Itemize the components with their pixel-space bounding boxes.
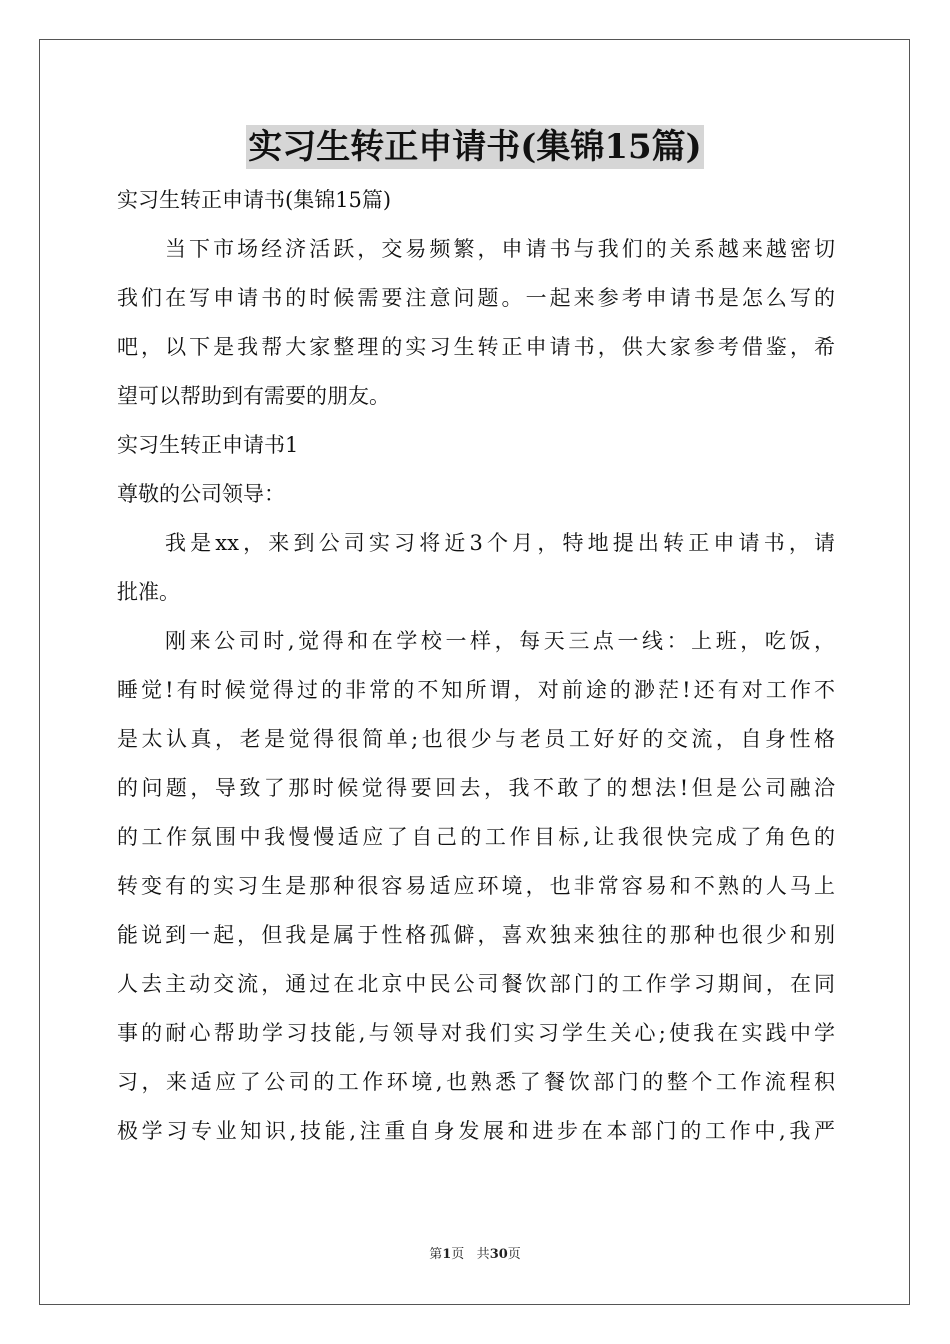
text-line: 的工作氛围中我慢慢适应了自己的工作目标,让我很快完成了角色的 <box>117 825 835 849</box>
text-line: 我是xx，来到公司实习将近3个月，特地提出转正申请书，请 <box>165 531 835 555</box>
text-line: 极学习专业知识,技能,注重自身发展和进步在本部门的工作中,我严 <box>117 1119 835 1143</box>
text-line: 习，来适应了公司的工作环境,也熟悉了餐饮部门的整个工作流程积 <box>117 1070 835 1094</box>
text-line: 人去主动交流，通过在北京中民公司餐饮部门的工作学习期间，在同 <box>117 972 835 996</box>
text-line: 尊敬的公司领导： <box>117 482 285 506</box>
text-line: 批准。 <box>117 580 180 604</box>
total-label-prefix: 共 <box>476 1247 490 1262</box>
text-line: 望可以帮助到有需要的朋友。 <box>117 384 390 408</box>
text-line: 事的耐心帮助学习技能,与领导对我们实习学生关心;使我在实践中学 <box>117 1021 835 1045</box>
current-page-number: 1 <box>442 1247 452 1262</box>
total-label-suffix: 页 <box>507 1247 521 1262</box>
text-line: 的问题，导致了那时候觉得要回去，我不敢了的想法!但是公司融洽 <box>117 776 835 800</box>
text-line: 吧，以下是我帮大家整理的实习生转正申请书，供大家参考借鉴，希 <box>117 335 835 359</box>
text-line: 转变有的实习生是那种很容易适应环境，也非常容易和不熟的人马上 <box>117 874 835 898</box>
title-container <box>0 125 950 169</box>
text-line: 睡觉!有时候觉得过的非常的不知所谓，对前途的渺茫!还有对工作不 <box>117 678 835 702</box>
text-line: 能说到一起，但我是属于性格孤僻，喜欢独来独往的那种也很少和别 <box>117 923 835 947</box>
page-footer <box>0 1245 950 1265</box>
page-label-suffix: 页 <box>451 1247 465 1262</box>
text-line: 是太认真，老是觉得很简单;也很少与老员工好好的交流，自身性格 <box>117 727 835 751</box>
text-line: 刚来公司时,觉得和在学校一样，每天三点一线：上班，吃饭， <box>165 629 835 653</box>
text-line: 实习生转正申请书1 <box>117 433 299 457</box>
document-title: 实习生转正申请书(集锦15篇) <box>248 127 702 167</box>
text-line: 当下市场经济活跃，交易频繁，申请书与我们的关系越来越密切 <box>165 237 835 261</box>
total-pages-number: 30 <box>489 1247 508 1262</box>
text-line: 实习生转正申请书(集锦15篇) <box>117 188 392 212</box>
page-label-prefix: 第 <box>429 1247 443 1262</box>
text-line: 我们在写申请书的时候需要注意问题。一起来参考申请书是怎么写的 <box>117 286 835 310</box>
document-body <box>117 176 835 1156</box>
